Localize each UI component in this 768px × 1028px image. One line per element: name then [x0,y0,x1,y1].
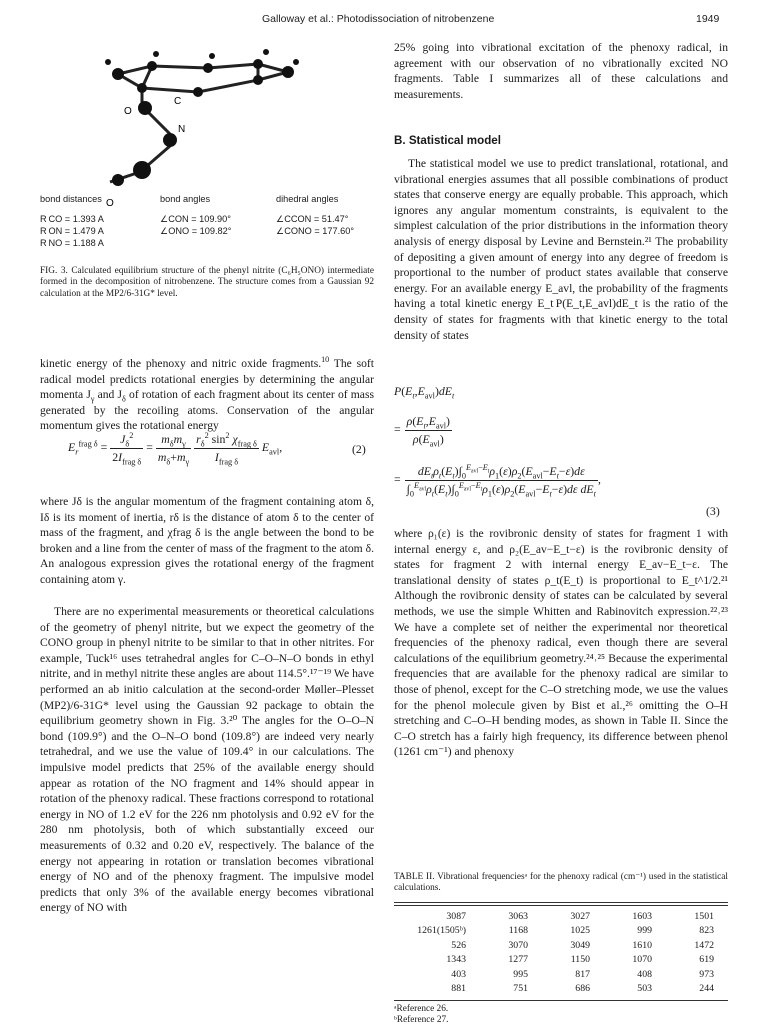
table-row [402,953,726,968]
table-cell: 1610 [632,939,652,951]
table-row [402,967,726,982]
table-cell: 1603 [632,910,652,922]
table-cell: 3063 [508,910,528,922]
table-row [402,982,726,997]
table-cell: 408 [637,968,652,980]
table-row [402,909,726,924]
table-cell: 686 [575,983,590,995]
figure-caption [40,266,374,300]
bond-distance-no: R NO = 1.188 A [40,238,104,248]
dihedral-angles-heading: dihedral angles [276,194,339,204]
table2-caption: TABLE II. Vibrational frequenciesᵃ for the phenoxy radical (cm⁻¹) used in the statistical calculations. [394,872,728,894]
bond-distances-heading: bond distances [40,194,102,204]
table-cell: 244 [699,983,714,995]
table-cell: 1261(1505ᵇ) [417,925,466,937]
atom-label-o1: O [124,106,132,117]
section-heading: B. Statistical model [394,134,501,147]
table-cell: 751 [513,983,528,995]
molecule-diagram [90,40,390,210]
table-cell: 1070 [632,954,652,966]
right-paragraph-1: The statistical model we use to predict translational, rotational, and vibrational energies assumes that all possible combinations of product states that conserve energy are equally probable. This approach, which ignores any angular momentum constraints, is equivalent to the simplest calculation of the prior distributions in the information theory analysis of energy disposal by Levine and Bernstein.²¹ The probability of depositing a given amount of energy into any degree of freedom is proportional to the number of product states available that conserve energy. For an available energy E_avl, the probability of the fragments having a total kinetic energy E_t P(E_t,E_avl)dE_t is the ratio of the density of states for fragments with that kinetic energy to the total density of states [394,157,728,342]
figure-caption-text: Calculated equilibrium structure of the phenyl nitrite (C₆H₅ONO) intermediate formed in the decomposition of nitrobenzene. The structure comes from a Gaussian 92 calculation at the MP2/6-31G* level. [40,266,374,299]
table-cell: 3027 [570,910,590,922]
atom-label-n: N [178,124,186,135]
table-row [402,924,726,939]
bond-angle-ono: ∠ONO = 109.82° [160,226,232,236]
table-cell: 1168 [508,925,528,937]
table2-bottom-rule [394,1000,728,1001]
table-cell: 1472 [694,939,714,951]
text: The soft radical model predicts rotational energies by determining the angular momenta J [40,357,374,402]
table2-footnote-a: ᵃReference 26. [394,1004,449,1014]
table2-top-rule-2 [394,905,728,906]
page-number: 1949 [696,13,720,25]
table-cell: 973 [699,968,714,980]
text: and J [94,388,123,402]
text: of rotation of each fragment about its center of mass generated by the recoiling atoms. Conservation of the angular momentum gives the rotational energy [40,388,374,433]
table2-footnote-b: ᵇReference 27. [394,1015,449,1025]
table2-top-rule [394,902,728,903]
table-cell: 526 [451,939,466,951]
dihedral-angle-cono: ∠CONO = 177.60° [276,226,355,236]
bond-angle-con: ∠CON = 109.90° [160,214,231,224]
text: kinetic energy of the phenoxy and nitric oxide fragments. [40,357,322,370]
table-cell: 881 [451,983,466,995]
table-cell: 503 [637,983,652,995]
table-cell: 1343 [446,954,466,966]
figure-label: FIG. 3. [40,266,68,276]
bond-distance-on: R ON = 1.479 A [40,226,104,236]
table-cell: 995 [513,968,528,980]
table-cell: 619 [699,954,714,966]
table-row [402,938,726,953]
bond-angles-heading: bond angles [160,194,211,204]
right-paragraph-0: 25% going into vibrational excitation of the phenoxy radical, in agreement with our observation of no vibrationally excited NO fragments. Table I summarizes all of these calculations and measurements. [394,41,728,101]
left-paragraph-3: There are no experimental measurements or theoretical calculations of the geometry of phenyl nitrite, but we expect the geometry of the CONO group in phenyl nitrite to be similar to that in other nitrites. For example, Tuck¹⁶ uses tetrahedral angles for C–O–N–O bonds in ethyl nitrite, and in methyl nitrite these angles are about 114.5°.¹⁷⁻¹⁹ We have performed an ab initio calculation at the second-order Møller–Plesset (MP2)/6-31G* level using the Gaussian 92 package to obtain the equilibrium geometry shown in Fig. 3.²⁰ The angles for the O–O–N bond (109.9°) and the O–N–O bond (109.8°) are indeed very nearly tetrahedral, and we use the value of 109.4° in our calculations. The impulsive model predicts that 25% of the available energy should appear as rotation of the NO fragment and 14% should appear in rotation of the phenoxy radical. These fractions correspond to rotational energy in NO of 1.2 eV for the 226 nm photolysis and 0.92 eV for the 280 nm photolysis, both of which substantially exceed our measurements of 0.32 and 0.20 eV, respectively. The balance of the energy not appearing in rotation or translation becomes vibrational energy of NO and of the phenoxy fragment. The impulsive model predicts that only 3% of the available energy becomes vibrational energy of NO with [40,605,374,915]
table-cell: 403 [451,968,466,980]
equation-2-number: (2) [352,442,366,456]
left-paragraph-2: where Jδ is the angular momentum of the fragment containing atom δ, Iδ is its moment of inertia, rδ is the distance of atom δ to the center of mass of the fragment, and χfrag δ is the angle between the bond to be broken and a line from the center of mass of the fragment to the atom δ. An analogous expression gives the rotational energy of the fragment containing atom γ. [40,495,374,586]
table2 [402,909,726,996]
table-cell: 817 [575,968,590,980]
table-cell: 3049 [570,939,590,951]
table-cell: 823 [699,925,714,937]
atom-label-c: C [174,96,182,107]
bond-distance-co: R CO = 1.393 A [40,214,104,224]
table-cell: 3087 [446,910,466,922]
table-cell: 1277 [508,954,528,966]
equation-2: $E_r^{frag \delta}$ = $\frac{J_\delta^2}{2I_{frag \delta}}$ = $\frac{m_\delta m_\gamma}{m_\delta+m_\gamma}$ $\frac{r_\delta^2 \sin^2 \chi_{frag \delta}}{I_{frag \delta}}$ $E_{avl}$, [68,431,283,467]
running-title: Galloway et al.: Photodissociation of nitrobenzene [262,13,495,25]
equation-3: $P(E_t,E_{avl})dE_t$ = $\frac{\rho(E_t,E_{avl})}{\rho(E_{avl})}$ = $\frac{dE_t\rho_t(E_t)\int_0^{E_{avl}-E_t}\rho_1(\varepsilon)\rho_2(E_{avl}-E_t-\varepsilon)d\varepsilon}{\int_0^{E_{avl}}\rho_t(E_t)\int_0^{E_{avl}-E_t}\rho_1(\varepsilon)\rho_2(E_{avl}-E_t-\varepsilon)d\varepsilon dE_t}$ , [394,384,601,499]
left-paragraph-1: kinetic energy of the phenoxy and nitric oxide fragments.$^{10}$ The soft radical model predicts rotational energies by determining the angular momenta $J_\gamma$ and $J_\delta$ of rotation of each fragment about its center of mass generated by the recoiling atoms. Conservation of the angular momentum gives the rotational energy [40,355,374,433]
table-cell: 3070 [508,939,528,951]
table-cell: 999 [637,925,652,937]
atom-label-o2: O [106,198,114,209]
right-paragraph-2: where ρ₁(ε) is the rovibronic density of states for fragment 1 with internal energy ε, and ρ₂(E_av−E_t−ε) is the rovibronic density of states for fragment 2 with internal energy E_av−E_t−ε. The translational density of states ρ_t(E_t) is proportional to E_t^1/2.²¹ Although the rovibronic density of states can be calculated by several methods, we use the simple Whitten and Rabinovitch expression.²²˒²³ We have a complete set of neither the experimental nor theoretical frequencies of the phenoxy radical, even though there are several calculations of the equilibrium geometry.²⁴˒²⁵ Because the experimental frequencies that are available for the phenoxy radical are similar to those of phenol, except for the C–O stretching mode, we use the values for the phenol molecule given by Bist et al.,²⁶ omitting the O–H stretching and C–O–H bending modes, as shown in Table II. Since the C–O stretch has a fairly high frequency, its difference between phenol (1261 cm⁻¹) and phenoxy [394,527,728,759]
equation-3-number: (3) [706,504,720,518]
table-cell: 1025 [570,925,590,937]
ref: 10 [321,355,330,365]
table-cell: 1150 [570,954,590,966]
dihedral-angle-ccon: ∠CCON = 51.47° [276,214,349,224]
table-cell: 1501 [694,910,714,922]
